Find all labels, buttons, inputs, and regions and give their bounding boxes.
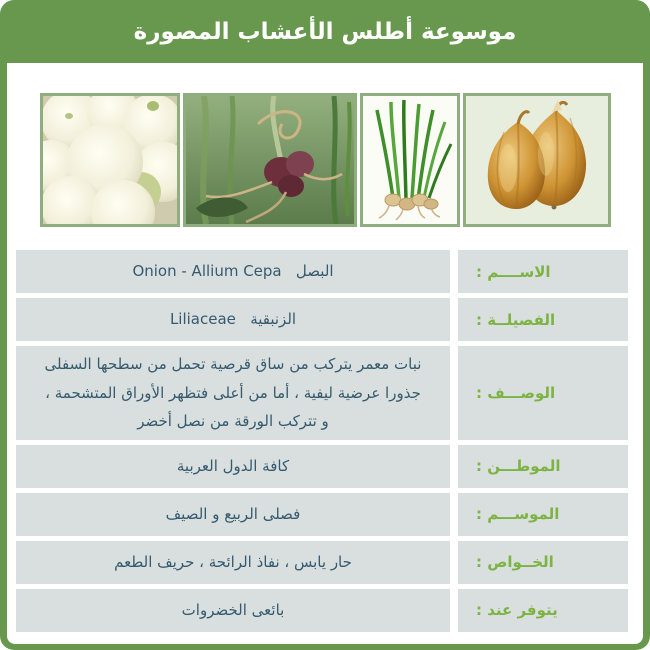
row-value-availability: بائعى الخضروات: [16, 589, 450, 632]
photo-strip: [7, 93, 643, 227]
row-value-family: الزنبقية Liliaceae: [16, 298, 450, 341]
row-label-family: الفصيلــة :: [458, 298, 628, 341]
row-label-name: الاســــم :: [458, 250, 628, 293]
row-label-properties: الخــواص :: [458, 541, 628, 584]
table-row-habitat: [16, 445, 628, 488]
table-row-description: [16, 346, 628, 440]
page-title: موسوعة أطلس الأعشاب المصورة: [133, 18, 517, 45]
onion-plants-illustration: [186, 96, 354, 224]
row-value-properties: حار يابس ، نفاذ الرائحة ، حريف الطعم: [16, 541, 450, 584]
photo-white-onions: [40, 93, 180, 227]
photo-onion-plants: [183, 93, 357, 227]
row-value-name: البصل Onion - Allium Cepa: [16, 250, 450, 293]
green-onions-illustration: [363, 96, 457, 224]
row-label-habitat: الموطـــن :: [458, 445, 628, 488]
row-label-description: الوصـــف :: [458, 346, 628, 440]
table-row-season: [16, 493, 628, 536]
row-value-season: فصلى الربيع و الصيف: [16, 493, 450, 536]
row-value-description: نبات معمر يتركب من ساق قرصية تحمل من سطحها السفلى جذورا عرضية ليفية ، أما من أعلى فتظهر الأوراق المتشحمة ، و تتركب الورقة من نصل أخضر: [16, 346, 450, 440]
row-value-habitat: كافة الدول العربية: [16, 445, 450, 488]
header-bar: [0, 0, 650, 63]
photo-brown-onions: [463, 93, 611, 227]
content-panel: [7, 63, 643, 644]
table-row-name: [16, 250, 628, 293]
table-row-properties: [16, 541, 628, 584]
info-table: [16, 250, 628, 632]
table-row-family: [16, 298, 628, 341]
brown-onions-illustration: [466, 96, 608, 224]
table-row-availability: [16, 589, 628, 632]
photo-green-onions: [360, 93, 460, 227]
white-onions-illustration: [43, 96, 177, 224]
row-label-season: الموســـم :: [458, 493, 628, 536]
row-label-availability: يتوفر عند :: [458, 589, 628, 632]
